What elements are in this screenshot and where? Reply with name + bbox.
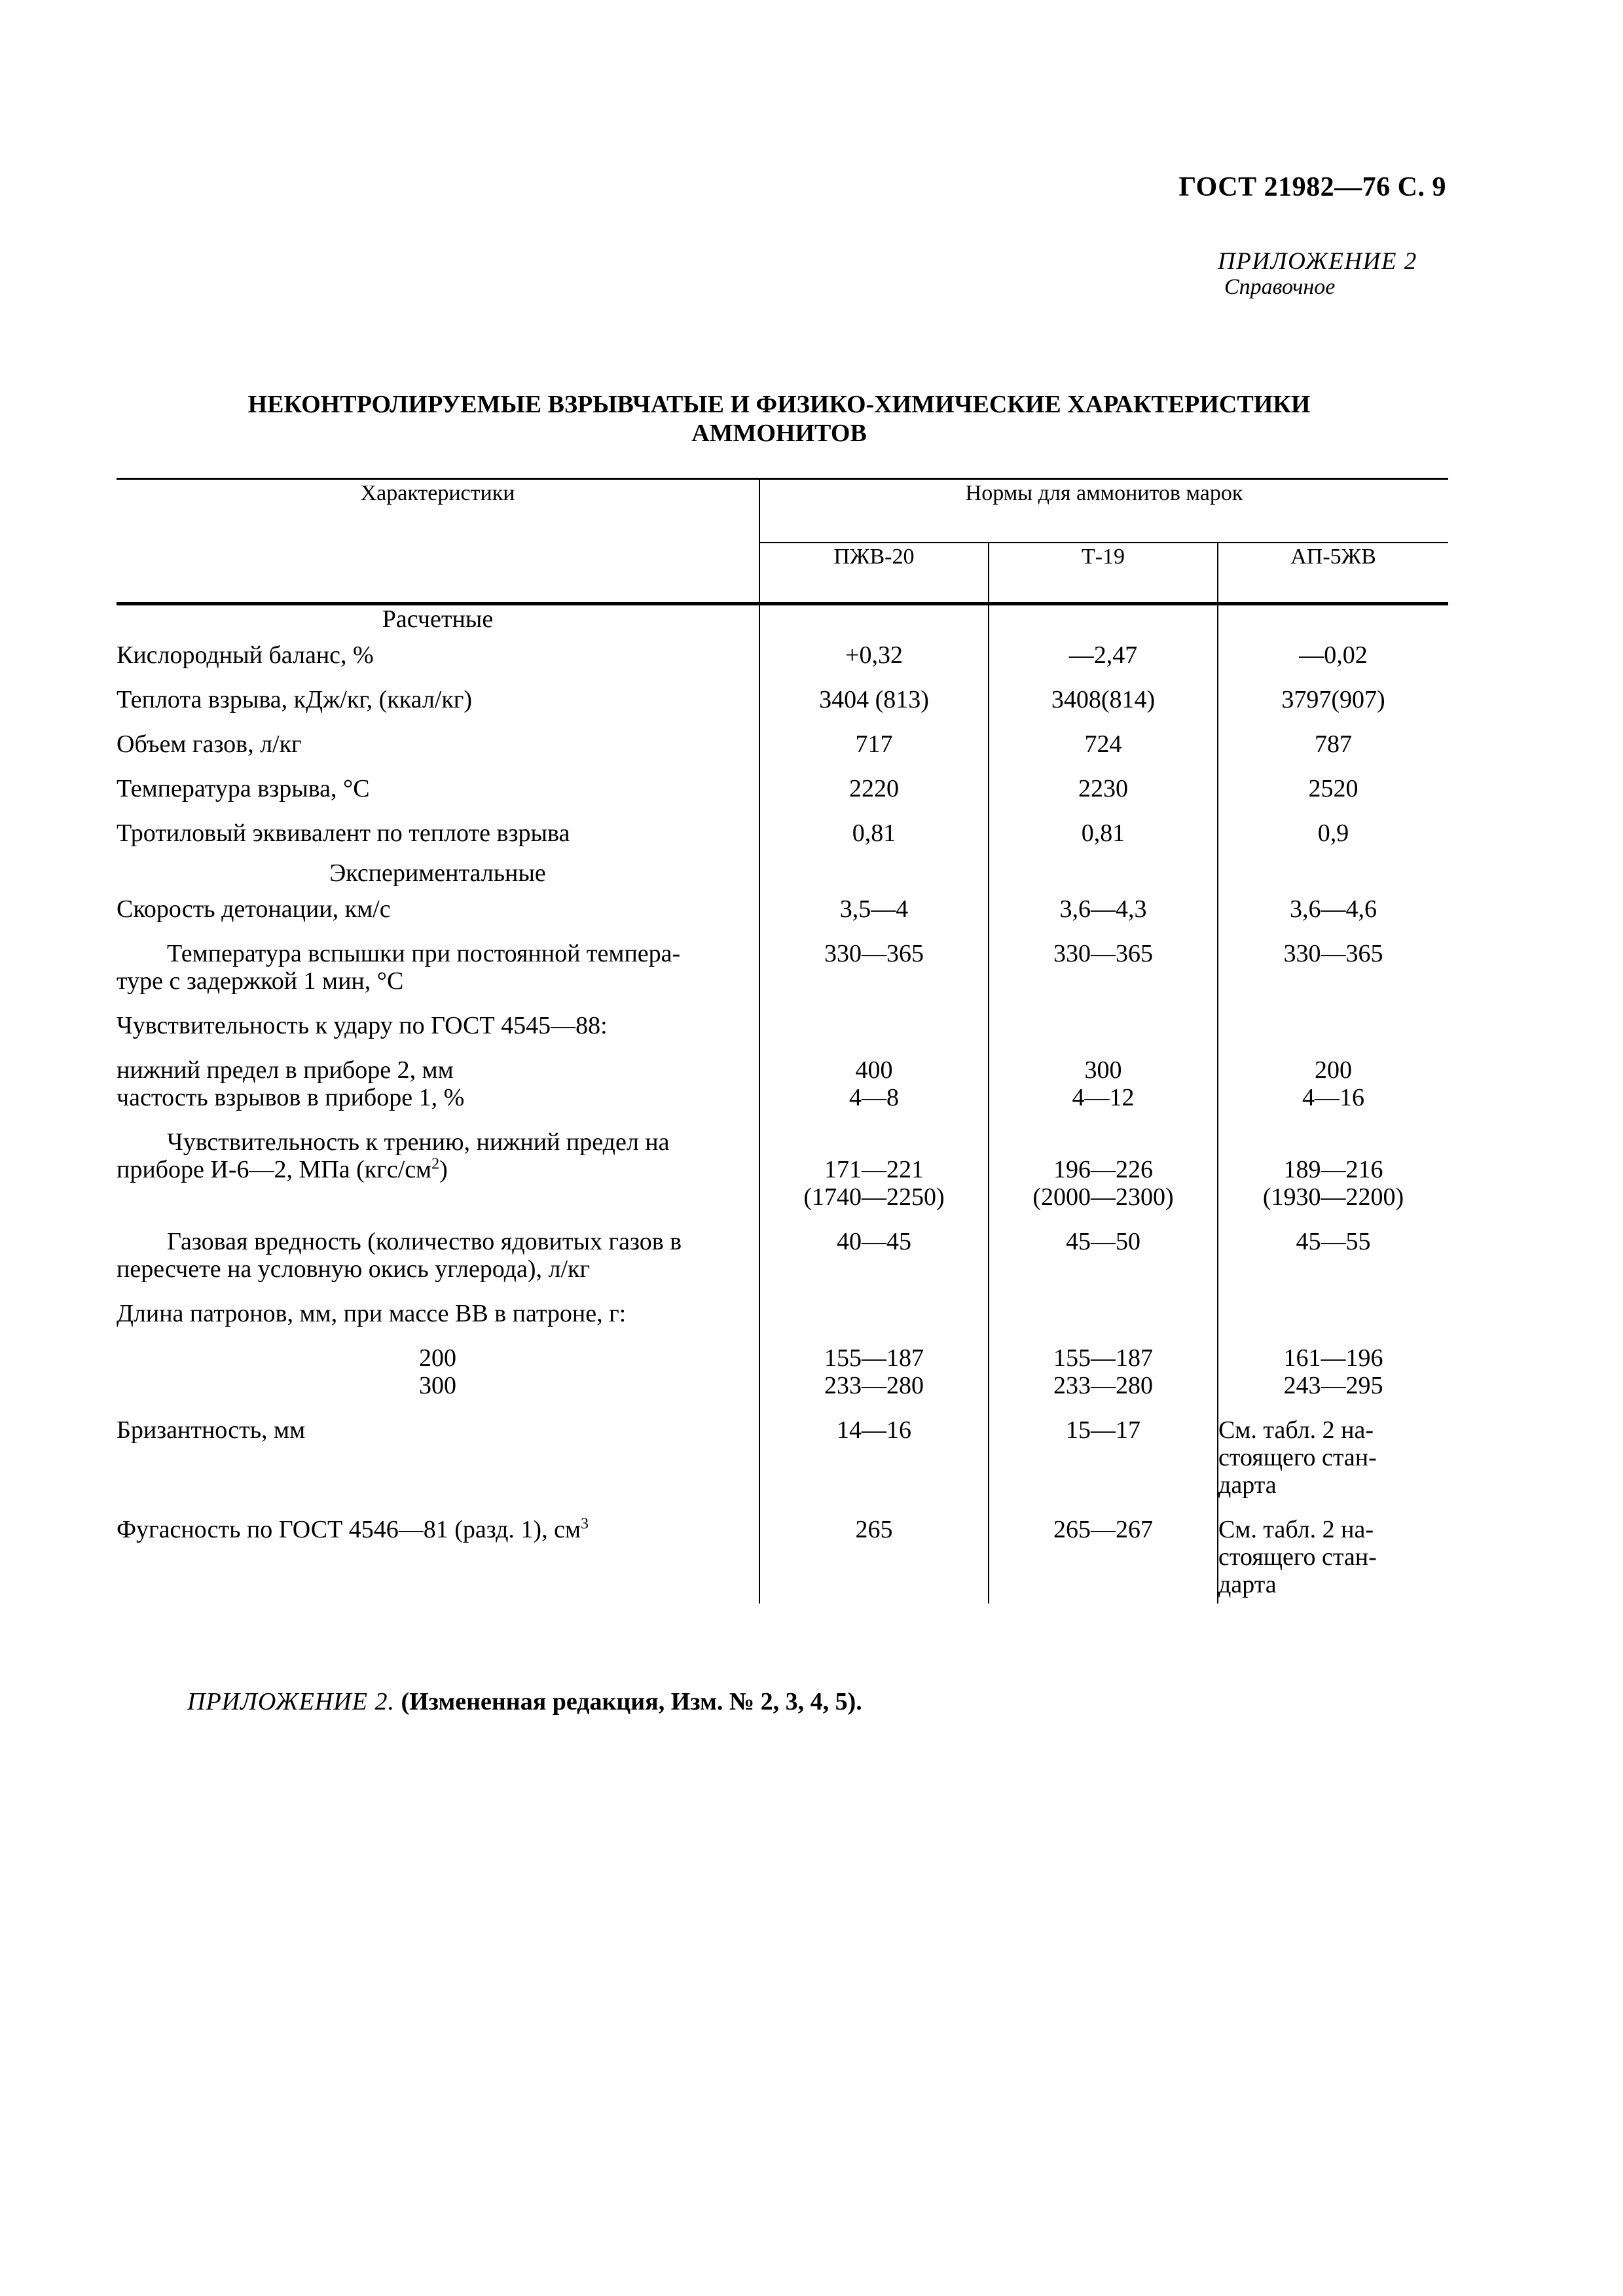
table-row — [117, 1291, 1448, 1336]
row-label-line: пересчете на условную окись углерода), л/кг — [117, 1255, 591, 1283]
cell-value: 3404 (813) — [759, 677, 989, 722]
cell-value: 724 — [989, 722, 1218, 766]
cell-value — [759, 1048, 989, 1120]
header-grade-ap5zhv: АП-5ЖВ — [1218, 543, 1448, 604]
cell-value: 14—16 — [759, 1408, 989, 1507]
document-title — [118, 390, 1440, 448]
row-label — [117, 1507, 759, 1604]
cell-value — [1218, 1336, 1448, 1408]
cell-value: 265 — [759, 1507, 989, 1604]
cell-value: 2520 — [1308, 775, 1359, 802]
cell-value: 2230 — [989, 766, 1218, 811]
cell-value — [989, 1048, 1218, 1120]
row-label: Скорость детонации, км/с — [117, 887, 759, 931]
table-row — [117, 1120, 1448, 1219]
note-line: стоящего стан- — [1218, 1543, 1377, 1571]
row-label-line — [117, 1156, 759, 1183]
label-text: Фугасность по ГОСТ 4546—81 (разд. 1), см — [117, 1516, 581, 1543]
value-line: 233—280 — [1053, 1372, 1153, 1399]
cell-value: 3797(907) — [1281, 686, 1385, 713]
cell-value: —2,47 — [989, 633, 1218, 677]
cell-value: 3,6—4,3 — [989, 887, 1218, 931]
cell-value — [989, 1336, 1218, 1408]
title-line-2: АММОНИТОВ — [691, 420, 867, 447]
cell-value — [759, 1336, 989, 1408]
value-line: 155—187 — [1053, 1344, 1153, 1372]
superscript: 2 — [431, 1155, 440, 1173]
table-row — [117, 931, 1448, 1003]
table-row — [117, 811, 1448, 855]
cell-value: 330—365 — [989, 931, 1218, 1003]
note-line: стоящего стан- — [1218, 1444, 1377, 1471]
title-line-1: НЕКОНТРОЛИРУЕМЫЕ ВЗРЫВЧАТЫЕ И ФИЗИКО-ХИМИЧЕСКИЕ ХАРАКТЕРИСТИКИ — [247, 391, 1311, 418]
note-line: См. табл. 2 на- — [1218, 1416, 1374, 1444]
cell-value: 0,81 — [989, 811, 1218, 855]
note-line: дарта — [1218, 1471, 1277, 1499]
value-line: 4—16 — [1302, 1084, 1365, 1111]
table-row — [117, 633, 1448, 677]
table-row — [117, 1219, 1448, 1291]
cell-value: 40—45 — [759, 1219, 989, 1291]
cell-value: 787 — [1315, 730, 1353, 758]
superscript: 3 — [581, 1515, 589, 1533]
row-label: Бризантность, мм — [117, 1408, 759, 1507]
value-line: 4—12 — [1072, 1084, 1135, 1111]
table-row — [117, 722, 1448, 766]
row-label: Тротиловый эквивалент по теплоте взрыва — [117, 811, 759, 855]
cell-value: 330—365 — [1283, 940, 1383, 967]
row-label — [117, 931, 759, 1003]
row-label: Кислородный баланс, % — [117, 633, 759, 677]
row-label — [117, 1219, 759, 1291]
value-line: 243—295 — [1283, 1372, 1383, 1399]
table-row — [117, 1408, 1448, 1507]
value-line: 400 — [855, 1056, 893, 1084]
cell-note — [1218, 1507, 1448, 1604]
table-row — [117, 766, 1448, 811]
value-line: 233—280 — [824, 1372, 924, 1399]
row-label — [117, 1120, 759, 1219]
mass-value: 200 — [419, 1344, 456, 1372]
table-row — [117, 887, 1448, 931]
header-grade-pzhv20: ПЖВ-20 — [759, 543, 989, 604]
row-label: Объем газов, л/кг — [117, 722, 759, 766]
mass-value: 300 — [419, 1372, 456, 1399]
characteristics-table — [117, 478, 1448, 1604]
cell-value: 717 — [759, 722, 989, 766]
cell-value — [989, 1120, 1218, 1219]
cell-value: 0,81 — [759, 811, 989, 855]
cell-value — [759, 1120, 989, 1219]
row-label-line: туре с задержкой 1 мин, °С — [117, 967, 404, 995]
cell-value: 0,9 — [1317, 819, 1349, 847]
header-characteristics: Характеристики — [117, 479, 759, 604]
cell-value: 3,5—4 — [759, 887, 989, 931]
cell-value: 45—50 — [989, 1219, 1218, 1291]
annex-type: Справочное — [1224, 275, 1336, 299]
table-row — [117, 677, 1448, 722]
cell-value: 3,6—4,6 — [1290, 895, 1377, 923]
label-text: ) — [439, 1156, 448, 1183]
value-line: 171—221 — [824, 1156, 924, 1183]
cell-value: 3408(814) — [989, 677, 1218, 722]
cell-note — [1218, 1408, 1448, 1507]
note-line: См. табл. 2 на- — [1218, 1516, 1374, 1543]
row-label-line: Температура вспышки при постоянной темпера- — [167, 940, 681, 967]
row-label-line: частость взрывов в приборе 1, % — [117, 1084, 465, 1111]
cell-value: 15—17 — [989, 1408, 1218, 1507]
table-row — [117, 1003, 1448, 1048]
value-line: 196—226 — [1053, 1156, 1153, 1183]
cell-value: 45—55 — [1296, 1228, 1371, 1255]
table-row — [117, 1336, 1448, 1408]
row-label — [117, 1336, 759, 1408]
row-label-line: Чувствительность к трению, нижний предел на — [167, 1128, 670, 1156]
cell-value: 265—267 — [989, 1507, 1218, 1604]
annex-title: ПРИЛОЖЕНИЕ 2 — [1218, 248, 1417, 275]
label-text: приборе И-6—2, МПа (кгс/см — [117, 1156, 432, 1183]
section-calculated: Расчетные — [117, 604, 759, 634]
value-line: 189—216 — [1283, 1156, 1383, 1183]
value-line: (2000—2300) — [1032, 1183, 1174, 1211]
row-label: Температура взрыва, °С — [117, 766, 759, 811]
table-row — [117, 1507, 1448, 1604]
row-label-line: нижний предел в приборе 2, мм — [117, 1056, 454, 1084]
cell-value — [1218, 1120, 1448, 1219]
document-reference: ГОСТ 21982—76 С. 9 — [1178, 172, 1446, 202]
row-label: Длина патронов, мм, при массе ВВ в патроне, г: — [117, 1291, 759, 1336]
cell-value: —0,02 — [1299, 641, 1368, 669]
table-row — [117, 1048, 1448, 1120]
note-line: дарта — [1218, 1571, 1277, 1598]
revision-note-text: (Измененная редакция, Изм. № 2, 3, 4, 5). — [401, 1688, 862, 1715]
row-label-line: Газовая вредность (количество ядовитых газов в — [167, 1228, 682, 1255]
row-label: Теплота взрыва, кДж/кг, (ккал/кг) — [117, 677, 759, 722]
row-label: Чувствительность к удару по ГОСТ 4545—88: — [117, 1003, 759, 1048]
cell-value: 2220 — [759, 766, 989, 811]
cell-value — [1218, 1048, 1448, 1120]
section-experimental: Экспериментальные — [117, 855, 759, 887]
value-line: 155—187 — [824, 1344, 924, 1372]
header-grade-t19: Т-19 — [989, 543, 1218, 604]
header-norms: Нормы для аммонитов марок — [759, 479, 1448, 543]
value-line: (1740—2250) — [803, 1183, 945, 1211]
revision-note — [187, 1687, 862, 1716]
row-label — [117, 1048, 759, 1120]
value-line: 200 — [1315, 1056, 1353, 1084]
value-line: (1930—2200) — [1262, 1183, 1404, 1211]
revision-note-annex: ПРИЛОЖЕНИЕ 2. — [187, 1688, 395, 1715]
value-line: 161—196 — [1283, 1344, 1383, 1372]
value-line: 4—8 — [849, 1084, 899, 1111]
cell-value: +0,32 — [759, 633, 989, 677]
cell-value: 330—365 — [759, 931, 989, 1003]
value-line: 300 — [1084, 1056, 1122, 1084]
